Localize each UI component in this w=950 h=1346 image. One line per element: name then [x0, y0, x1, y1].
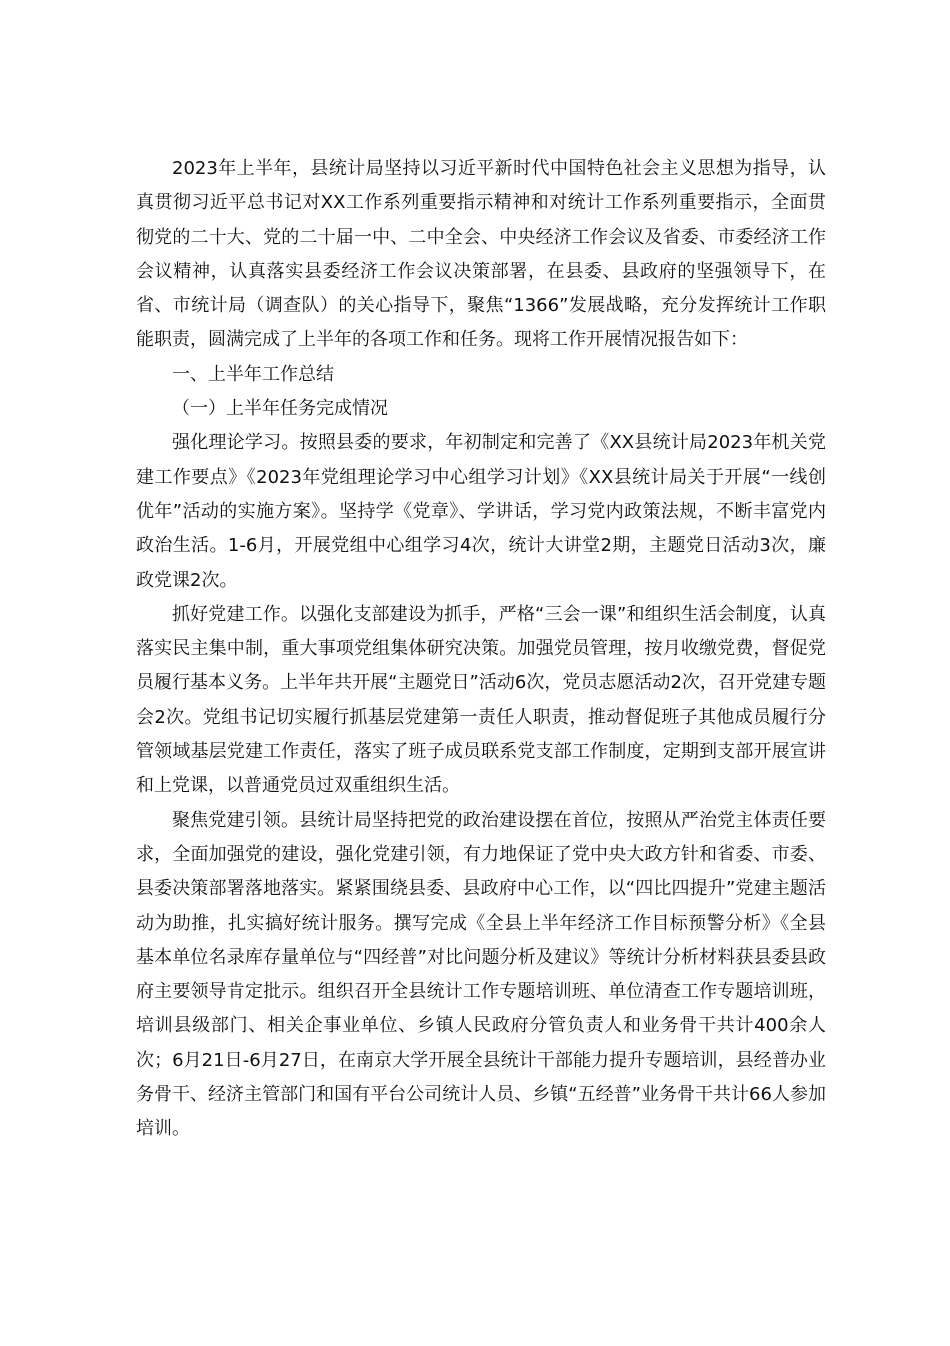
subsection-heading: （一）上半年任务完成情况: [172, 398, 388, 420]
study-paragraph: 强化理论学习。按照县委的要求，年初制定和完善了《XX县统计局2023年机关党建工作要点》《2023年党组理论学习中心组学习计划》《XX县统计局关于开展“一线创优年”活动的实施方案》。坚持学《党章》、学讲话，学习党内政策法规，不断丰富党内政治生活。1-6月，开展党组中心组学习4次，统计大讲堂2期，主题党日活动3次，廉政党课2次。: [136, 432, 826, 591]
intro-paragraph: 2023年上半年，县统计局坚持以习近平新时代中国特色社会主义思想为指导，认真贯彻习近平总书记对XX工作系列重要指示精神和对统计工作系列重要指示，全面贯彻党的二十大、党的二十届一中、二中全会、中央经济工作会议及省委、市委经济工作会议精神，认真落实县委经济工作会议决策部署，在县委、县政府的坚强领导下，在省、市统计局（调查队）的关心指导下，聚焦“1366”发展战略，充分发挥统计工作职能职责，圆满完成了上半年的各项工作和任务。现将工作开展情况报告如下：: [136, 158, 826, 351]
section-heading: 一、上半年工作总结: [172, 363, 334, 385]
party-leadership-paragraph: 聚焦党建引领。县统计局坚持把党的政治建设摆在首位，按照从严治党主体责任要求，全面加强党的建设，强化党建引领，有力地保证了党中央大政方针和省委、市委、县委决策部署落地落实。紧紧围绕县委、县政府中心工作，以“四比四提升”党建主题活动为助推，扎实搞好统计服务。撰写完成《全县上半年经济工作目标预警分析》《全县基本单位名录库存量单位与“四经普”对比问题分析及建议》等统计分析材料获县委县政府主要领导肯定批示。组织召开全县统计工作专题培训班、单位清查工作专题培训班，培训县级部门、相关企事业单位、乡镇人民政府分管负责人和业务骨干共计400余人次；6月21日-6月27日，在南京大学开展全县统计干部能力提升专题培训，县经普办业务骨干、经济主管部门和国有平台公司统计人员、乡镇“五经普”业务骨干共计66人参加培训。: [136, 809, 826, 1140]
document-body: [136, 152, 826, 1147]
party-building-paragraph: 抓好党建工作。以强化支部建设为抓手，严格“三会一课”和组织生活会制度，认真落实民主集中制，重大事项党组集体研究决策。加强党员管理，按月收缴党费，督促党员履行基本义务。上半年共开展“主题党日”活动6次，党员志愿活动2次，召开党建专题会2次。党组书记切实履行抓基层党建第一责任人职责，推动督促班子其他成员履行分管领域基层党建工作责任，落实了班子成员联系党支部工作制度，定期到支部开展宣讲和上党课，以普通党员过双重组织生活。: [136, 603, 826, 797]
